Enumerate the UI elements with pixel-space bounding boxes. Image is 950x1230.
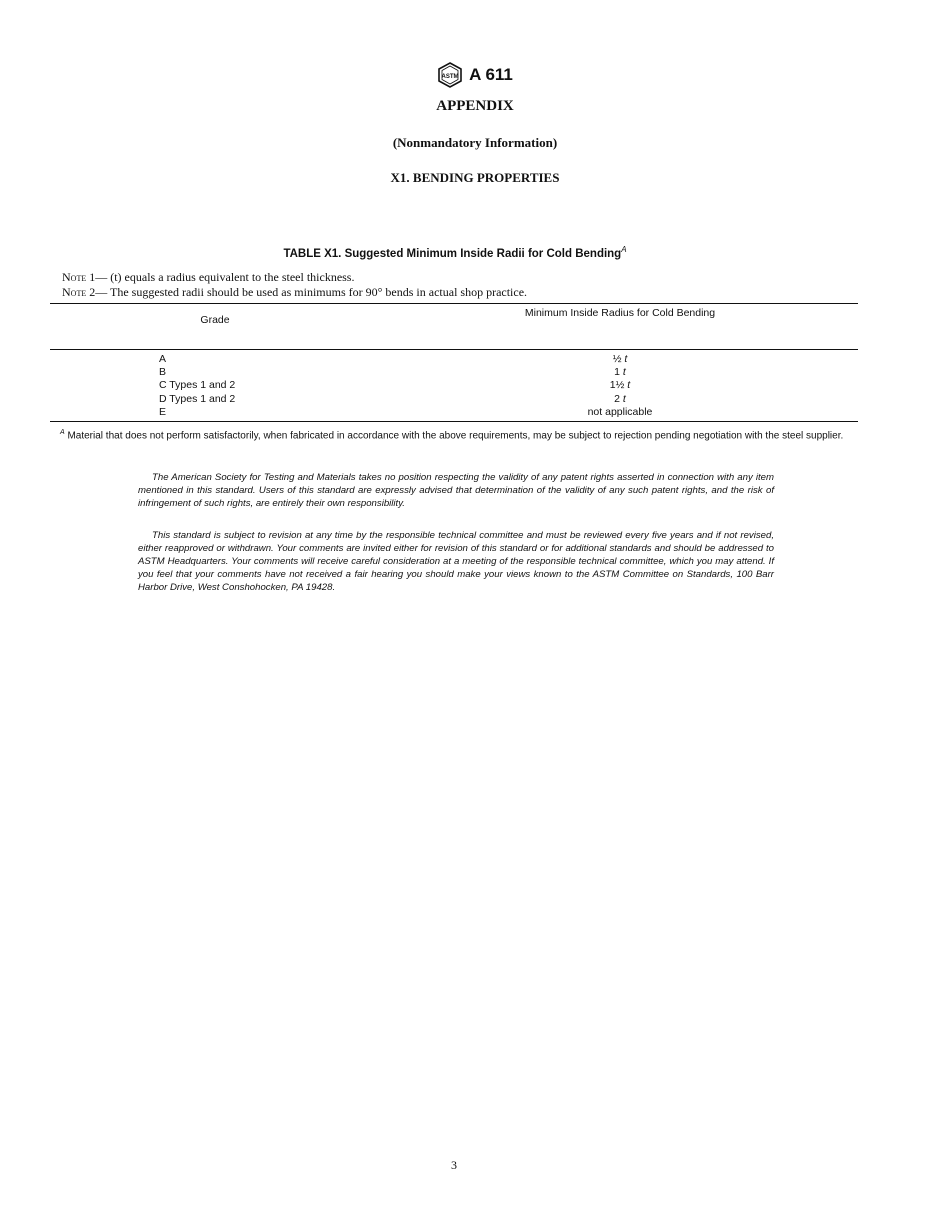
document-header [0, 62, 950, 88]
astm-logo-icon [437, 62, 463, 88]
table-row [0, 366, 950, 379]
table-row [0, 406, 950, 419]
table-row [0, 353, 950, 366]
svg-text:ASTM: ASTM [441, 74, 459, 80]
appendix-subtitle: (Nonmandatory Information) [392, 135, 558, 150]
column-header-grade: Grade [200, 314, 230, 326]
grade-cell: E [159, 405, 167, 418]
grade-cell: C Types 1 and 2 [159, 379, 236, 392]
grade-cell: D Types 1 and 2 [159, 392, 236, 405]
grade-cell: A [159, 353, 167, 365]
table-bottom-rule [50, 421, 858, 422]
caption-footnote-mark: A [621, 245, 627, 254]
table-top-rule [50, 303, 858, 304]
table-footnote: $^A$ Material that does not perform satisfactorily, when fabricated in accordance with the above requirements, may be subject to rejection pending negotiation with the steel supplier. [60, 429, 844, 442]
table-row [0, 379, 950, 392]
table-caption: TABLE X1. Suggested Minimum Inside Radii for Cold Bending$^A$ [283, 245, 627, 260]
standard-designation: A 611 [469, 65, 513, 84]
page-number: 3 [451, 1158, 457, 1172]
table-notes [62, 270, 527, 300]
table-header-rule [50, 349, 858, 350]
note-1: Note 1— (t) equals a radius equivalent to the steel thickness. [62, 270, 355, 284]
radius-cell: not applicable [587, 405, 653, 418]
column-header-radius: Minimum Inside Radius for Cold Bending [524, 307, 716, 319]
radius-cell: 1½ t [609, 379, 631, 392]
patent-disclaimer: The American Society for Testing and Materials takes no position respecting the validity of any patent rights asserted in connection with any item mentioned in this standard. Users of this standard are expressly advised that determination of the validity of any such patent rights, and the risk of infringement of such rights, are entirely their own responsibility. [138, 472, 774, 509]
radius-cell: 2 t [614, 392, 626, 405]
section-heading: X1. BENDING PROPERTIES [390, 170, 560, 185]
revision-disclaimer: This standard is subject to revision at any time by the responsible technical committee and must be reviewed every five years and if not revised, either reapproved or withdrawn. Your comments are invited either for revision of this standard or for additional standards and should be addressed to ASTM Headquarters. Your comments will receive careful consideration at a meeting of the responsible technical committee, which you may attend. If you feel that your comments have not received a fair hearing you should make your views known to the ASTM Committee on Standards, 100 Barr Harbor Drive, West Conshohocken, PA 19428. [138, 530, 774, 593]
radius-cell: ½ t [612, 353, 628, 365]
appendix-title: APPENDIX [436, 98, 514, 114]
grade-cell: B [159, 366, 167, 379]
radius-cell: 1 t [614, 366, 626, 379]
table-row [0, 393, 950, 406]
table-body [0, 353, 950, 419]
note-2: Note 2— The suggested radii should be used as minimums for 90° bends in actual shop practice. [62, 285, 528, 299]
